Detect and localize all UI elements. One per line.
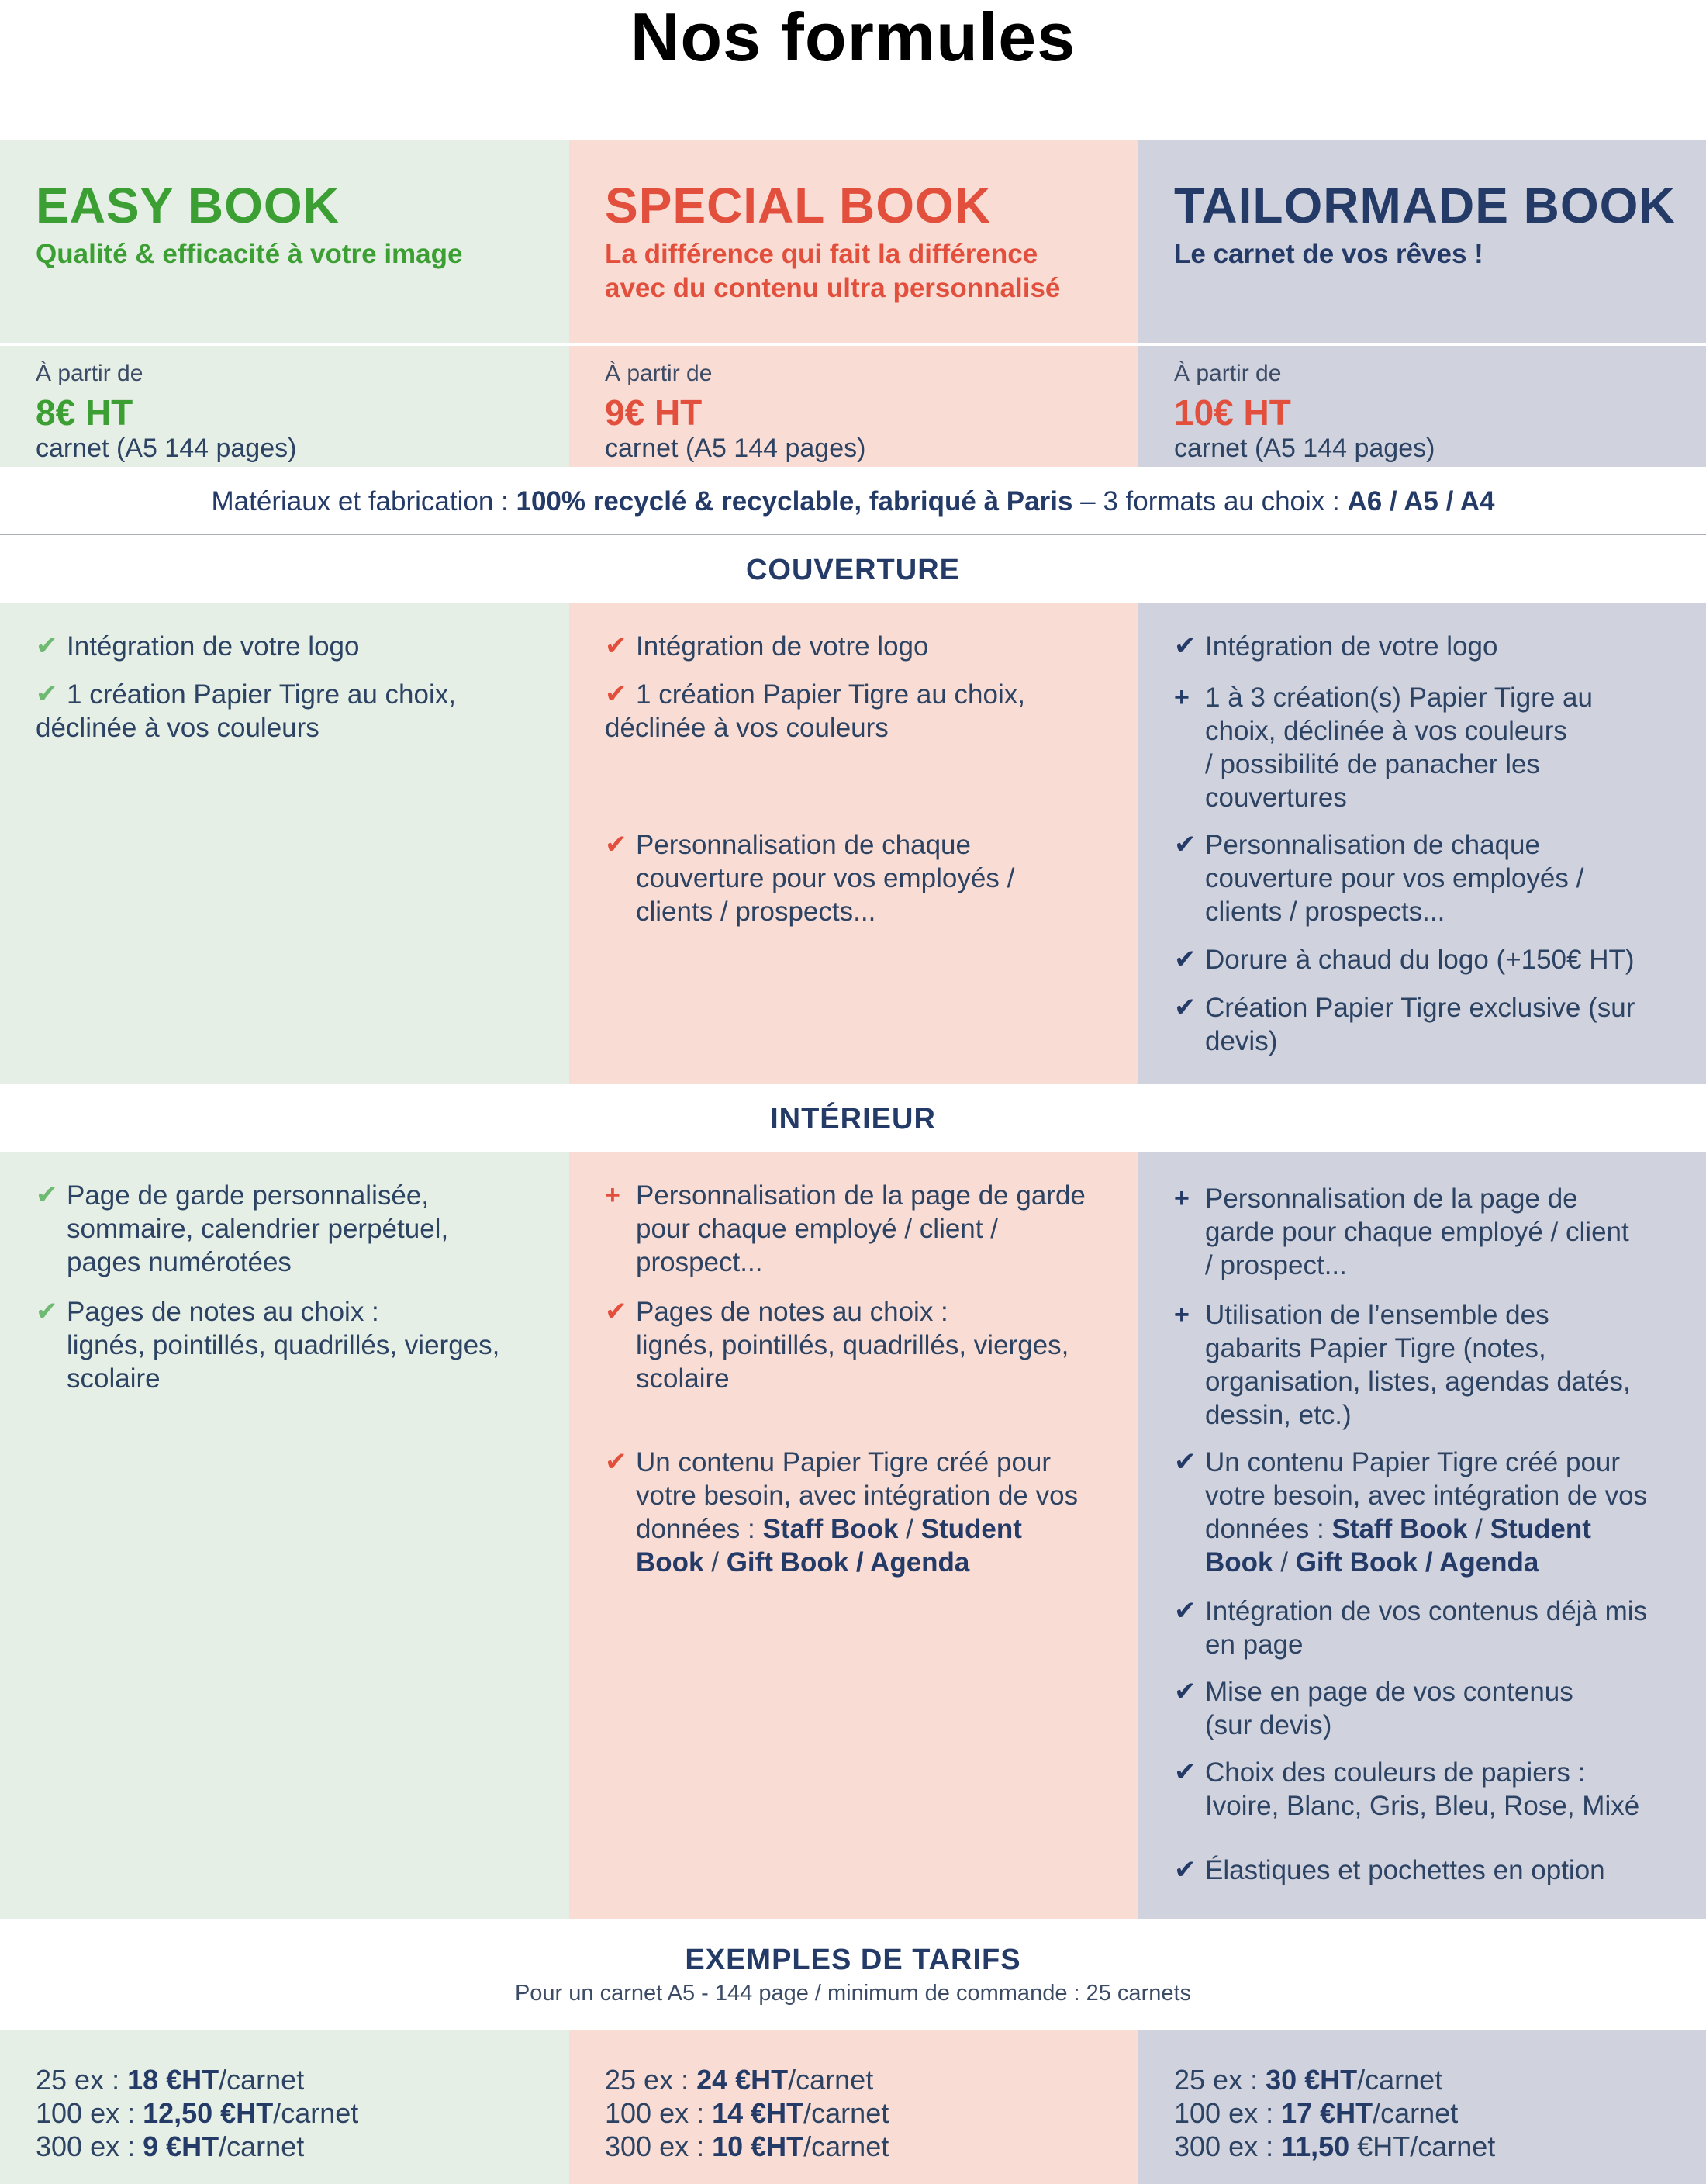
feature-line: Personnalisation de chaque	[1205, 830, 1540, 860]
feature-line: couvertures	[1205, 783, 1347, 813]
rich-text: /	[898, 1514, 921, 1544]
feature-item	[1174, 991, 1686, 1058]
feature-line: Intégration de vos contenus déjà mis	[1205, 1596, 1648, 1626]
tarifs-subtitle: Pour un carnet A5 - 144 page / minimum de commande : 25 carnets	[514, 1981, 1192, 2006]
tarif-line	[1174, 2096, 1706, 2130]
check-icon: ✔	[1174, 1677, 1197, 1706]
rich-text: /	[703, 1547, 727, 1578]
check-icon: ✔	[36, 679, 58, 709]
feature-line: scolaire	[67, 1363, 161, 1394]
plan-price-easy	[0, 346, 569, 467]
plan-subtitle-line: Qualité & efficacité à votre image	[36, 239, 463, 269]
feature-line: / prospect...	[1205, 1250, 1347, 1280]
check-icon: ✔	[605, 830, 627, 859]
rich-text-bold: Gift Book / Agenda	[1295, 1547, 1539, 1578]
feature-item	[605, 1179, 1124, 1279]
tarif-qty: 300 ex :	[1174, 2130, 1282, 2162]
feature-line: sommaire, calendrier perpétuel,	[67, 1214, 449, 1244]
check-icon: ✔	[1174, 1447, 1197, 1477]
feature-item	[36, 630, 547, 663]
feature-line: Personnalisation de la page de	[1205, 1184, 1578, 1214]
rich-text: /	[1273, 1547, 1296, 1578]
feature-line: clients / prospects...	[636, 897, 876, 927]
plan-header-special	[569, 140, 1138, 343]
rich-text: données :	[636, 1514, 763, 1544]
check-icon: ✔	[1174, 993, 1197, 1022]
price-from-label: À partir de	[1174, 361, 1282, 386]
price-format: carnet (A5 144 pages)	[1174, 434, 1435, 463]
check-icon: ✔	[1174, 1855, 1197, 1885]
check-icon: ✔	[36, 631, 58, 661]
feature-line: (sur devis)	[1205, 1710, 1332, 1740]
tarif-unit: /carnet	[273, 2097, 359, 2129]
feature-line: Personnalisation de la page de garde	[636, 1180, 1086, 1211]
tarif-unit: /carnet	[1357, 2064, 1443, 2096]
feature-item	[1174, 1595, 1694, 1661]
feature-item	[605, 828, 1117, 928]
rich-text-bold: Student	[920, 1514, 1022, 1544]
materials-formats: A6 / A5 / A4	[1347, 486, 1495, 517]
feature-item	[1174, 1446, 1694, 1579]
feature-line: lignés, pointillés, quadrillés, vierges,	[636, 1330, 1069, 1360]
feature-line: Pages de notes au choix :	[67, 1297, 379, 1327]
materials-prefix: Matériaux et fabrication :	[211, 486, 516, 517]
rich-text: /	[1467, 1514, 1490, 1544]
feature-line: scolaire	[636, 1363, 730, 1394]
feature-line: Choix des couleurs de papiers :	[1205, 1757, 1586, 1788]
feature-line: Dorure à chaud du logo (+150€ HT)	[1205, 945, 1635, 975]
feature-line: votre besoin, avec intégration de vos	[1205, 1481, 1648, 1511]
feature-line: dessin, etc.)	[1205, 1400, 1352, 1430]
check-icon: ✔	[1174, 631, 1197, 661]
interior-col-tailormade	[1138, 1152, 1706, 1919]
price-value: 10€ HT	[1174, 392, 1291, 433]
tarif-qty: 100 ex :	[36, 2097, 143, 2129]
feature-line: déclinée à vos couleurs	[605, 713, 889, 743]
check-icon: ✔	[36, 1180, 58, 1210]
feature-line: en page	[1205, 1629, 1304, 1660]
materials-line	[0, 475, 1706, 529]
rich-text-bold: Staff Book	[762, 1514, 899, 1544]
feature-line: devis)	[1205, 1026, 1278, 1056]
tarif-price: 30 €HT	[1266, 2064, 1358, 2096]
feature-line: prospect...	[636, 1247, 763, 1277]
feature-item	[36, 678, 547, 745]
rich-text-bold: Staff Book	[1331, 1514, 1468, 1544]
tarif-unit: /carnet	[803, 2097, 889, 2129]
tarif-qty: 25 ex :	[1174, 2064, 1266, 2096]
check-icon: ✔	[1174, 945, 1197, 974]
plus-icon: +	[605, 1180, 620, 1210]
feature-line: Utilisation de l’ensemble des	[1205, 1300, 1549, 1330]
rich-text-bold: Book	[636, 1547, 704, 1578]
feature-line: Mise en page de vos contenus	[1205, 1677, 1573, 1707]
tarif-unit: €HT/carnet	[1349, 2130, 1496, 2162]
tarif-price: 14 €HT	[712, 2097, 804, 2129]
feature-item	[605, 1446, 1124, 1579]
feature-line: Élastiques et pochettes en option	[1205, 1855, 1605, 1885]
tarif-price: 17 €HT	[1281, 2097, 1373, 2129]
feature-line: organisation, listes, agendas datés,	[1205, 1367, 1631, 1397]
plus-icon: +	[1174, 1184, 1190, 1213]
feature-line: déclinée à vos couleurs	[36, 713, 319, 743]
feature-item	[1174, 1182, 1694, 1282]
tarif-price: 24 €HT	[696, 2064, 789, 2096]
plans-header-row	[0, 140, 1706, 343]
feature-item	[1174, 630, 1686, 663]
feature-line: pages numérotées	[67, 1247, 292, 1277]
cover-col-special	[569, 603, 1138, 1084]
section-title-interior: INTÉRIEUR	[770, 1103, 936, 1135]
cover-col-tailormade	[1138, 603, 1706, 1084]
tarif-qty: 300 ex :	[36, 2130, 143, 2162]
check-icon: ✔	[605, 1447, 627, 1477]
feature-line: Ivoire, Blanc, Gris, Bleu, Rose, Mixé	[1205, 1791, 1640, 1821]
plan-name: SPECIAL BOOK	[605, 178, 991, 233]
feature-line: garde pour chaque employé / client	[1205, 1217, 1629, 1247]
feature-item	[36, 1179, 547, 1279]
tarif-unit: /carnet	[219, 2064, 305, 2096]
section-title-tarifs: EXEMPLES DE TARIFS	[685, 1944, 1021, 1976]
section-title-cover: COUVERTURE	[745, 554, 961, 586]
tarif-price: 10 €HT	[712, 2130, 804, 2162]
rich-text: données :	[1205, 1514, 1332, 1544]
price-from-label: À partir de	[36, 361, 143, 386]
tarif-line	[605, 2130, 1138, 2163]
plan-subtitle-line: La différence qui fait la différence	[605, 239, 1038, 269]
feature-line: lignés, pointillés, quadrillés, vierges,	[67, 1330, 500, 1360]
feature-item	[36, 1295, 547, 1395]
materials-recycled: 100% recyclé & recyclable, fabriqué à Paris	[516, 486, 1073, 517]
tarif-price: 11,50	[1281, 2130, 1350, 2162]
plan-subtitle	[1174, 237, 1706, 271]
rich-text-bold: Student	[1490, 1514, 1591, 1544]
feature-item	[605, 1295, 1124, 1395]
feature-item	[1174, 1298, 1694, 1432]
feature-line: Page de garde personnalisée,	[67, 1180, 430, 1211]
plans-price-row	[0, 346, 1706, 467]
plan-subtitle-line: avec du contenu ultra personnalisé	[605, 273, 1061, 303]
feature-line: 1 création Papier Tigre au choix,	[636, 679, 1025, 710]
cover-row	[0, 603, 1706, 1084]
price-value: 9€ HT	[605, 392, 703, 433]
interior-row	[0, 1152, 1706, 1919]
feature-line: Un contenu Papier Tigre créé pour	[1205, 1447, 1621, 1477]
plan-price-tailormade	[1138, 346, 1706, 467]
price-value: 8€ HT	[36, 392, 133, 433]
feature-line: Intégration de votre logo	[1205, 631, 1498, 662]
materials-middle: – 3 formats au choix :	[1072, 486, 1348, 517]
feature-item	[1174, 681, 1686, 814]
tarifs-col-easy	[0, 2030, 569, 2184]
feature-item	[1174, 943, 1686, 976]
interior-col-easy	[0, 1152, 569, 1919]
feature-item	[1174, 828, 1686, 928]
tarif-line	[36, 2096, 569, 2130]
plus-icon: +	[1174, 682, 1190, 712]
plan-name: EASY BOOK	[36, 178, 340, 233]
tarif-unit: /carnet	[1373, 2097, 1459, 2129]
feature-line: Personnalisation de chaque	[636, 830, 971, 860]
tarif-line	[36, 2063, 569, 2096]
tarif-price: 12,50 €HT	[143, 2097, 274, 2129]
tarifs-row	[0, 2030, 1706, 2184]
tarif-unit: /carnet	[803, 2130, 889, 2162]
feature-line: Création Papier Tigre exclusive (sur	[1205, 993, 1635, 1023]
check-icon: ✔	[1174, 1596, 1197, 1626]
tarif-line	[1174, 2063, 1706, 2096]
feature-item	[1174, 1756, 1694, 1823]
feature-line: Intégration de votre logo	[67, 631, 360, 662]
check-icon: ✔	[1174, 830, 1197, 859]
tarif-price: 18 €HT	[127, 2064, 219, 2096]
plan-subtitle	[605, 237, 1138, 306]
tarif-qty: 100 ex :	[605, 2097, 713, 2129]
tarif-line	[1174, 2130, 1706, 2163]
tarif-qty: 25 ex :	[36, 2064, 128, 2096]
tarif-price: 9 €HT	[143, 2130, 219, 2162]
tarif-unit: /carnet	[219, 2130, 305, 2162]
interior-col-special	[569, 1152, 1138, 1919]
tarif-line	[36, 2130, 569, 2163]
feature-line: gabarits Papier Tigre (notes,	[1205, 1333, 1546, 1363]
feature-item	[605, 678, 1117, 745]
rich-text-bold: Gift Book / Agenda	[726, 1547, 970, 1578]
check-icon: ✔	[605, 1297, 627, 1326]
feature-line: clients / prospects...	[1205, 897, 1445, 927]
feature-item	[1174, 1675, 1694, 1742]
tarif-line	[605, 2096, 1138, 2130]
page-title: Nos formules	[630, 0, 1076, 75]
tarif-qty: 25 ex :	[605, 2064, 697, 2096]
tarif-line	[605, 2063, 1138, 2096]
tarifs-col-tailormade	[1138, 2030, 1706, 2184]
feature-line: 1 à 3 création(s) Papier Tigre au	[1205, 682, 1593, 713]
feature-line: pour chaque employé / client /	[636, 1214, 998, 1244]
check-icon: ✔	[605, 679, 627, 709]
rich-text-bold: Book	[1205, 1547, 1273, 1578]
divider	[0, 534, 1706, 535]
price-format: carnet (A5 144 pages)	[605, 434, 866, 463]
plan-subtitle-line: Le carnet de vos rêves !	[1174, 239, 1483, 269]
plan-name: TAILORMADE BOOK	[1174, 178, 1676, 233]
tarif-qty: 100 ex :	[1174, 2097, 1282, 2129]
check-icon: ✔	[605, 631, 627, 661]
feature-line: choix, déclinée à vos couleurs	[1205, 716, 1567, 746]
feature-item	[1174, 1854, 1694, 1887]
feature-line: votre besoin, avec intégration de vos	[636, 1481, 1079, 1511]
feature-line: Pages de notes au choix :	[636, 1297, 948, 1327]
cover-col-easy	[0, 603, 569, 1084]
plan-header-tailormade	[1138, 140, 1706, 343]
feature-line: couverture pour vos employés /	[1205, 863, 1584, 893]
price-from-label: À partir de	[605, 361, 713, 386]
tarif-qty: 300 ex :	[605, 2130, 713, 2162]
feature-line: Intégration de votre logo	[636, 631, 929, 662]
price-format: carnet (A5 144 pages)	[36, 434, 297, 463]
feature-line: 1 création Papier Tigre au choix,	[67, 679, 456, 710]
feature-item	[605, 630, 1117, 663]
tarifs-col-special	[569, 2030, 1138, 2184]
plan-subtitle	[36, 237, 569, 271]
check-icon: ✔	[1174, 1757, 1197, 1787]
plan-price-special	[569, 346, 1138, 467]
tarif-unit: /carnet	[788, 2064, 874, 2096]
feature-line: couverture pour vos employés /	[636, 863, 1015, 893]
feature-line: Un contenu Papier Tigre créé pour	[636, 1447, 1052, 1477]
feature-line: / possibilité de panacher les	[1205, 749, 1540, 779]
plan-header-easy	[0, 140, 569, 343]
plus-icon: +	[1174, 1300, 1190, 1329]
check-icon: ✔	[36, 1297, 58, 1326]
